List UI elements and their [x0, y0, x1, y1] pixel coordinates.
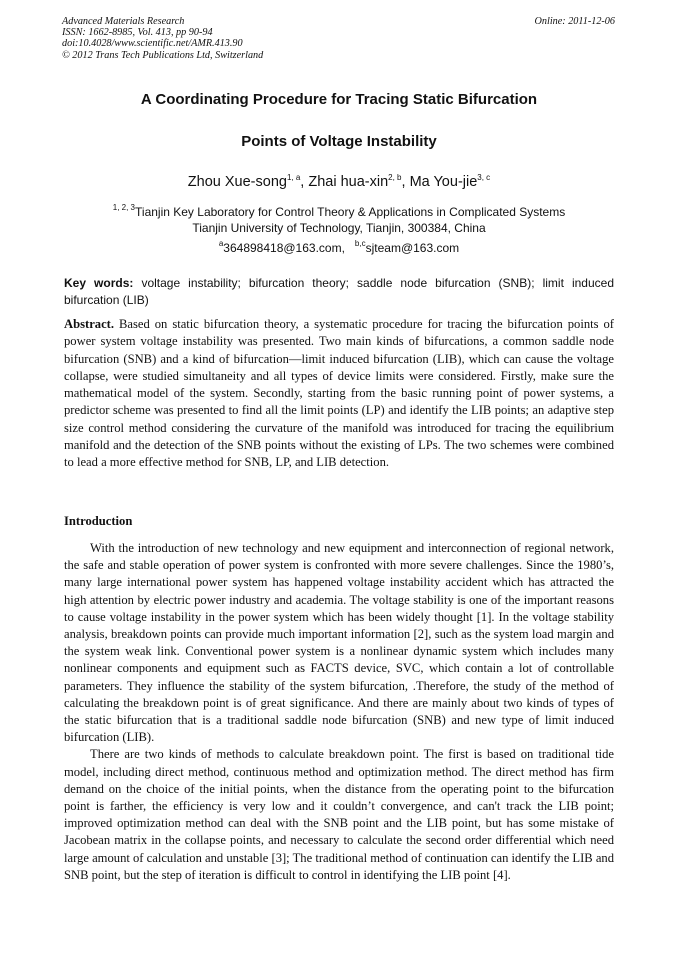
email-a: 364898418@163.com,: [223, 241, 345, 255]
author-sup: 2, b: [388, 173, 402, 182]
issn-line: ISSN: 1662-8985, Vol. 413, pp 90-94: [62, 27, 213, 39]
abstract-block: [64, 316, 614, 472]
introduction-body: [64, 540, 614, 884]
copyright-line: © 2012 Trans Tech Publications Ltd, Switzerland: [62, 49, 264, 61]
affiliation-line2: Tianjin University of Technology, Tianjin, 300384, China: [192, 221, 486, 235]
journal-name: Advanced Materials Research: [62, 16, 185, 27]
author-separator: ,: [401, 174, 410, 190]
affiliation-line1: [0, 203, 678, 219]
keywords-block: [64, 275, 614, 308]
author-sup: 1, a: [286, 173, 301, 182]
affiliation-sup: 1, 2, 3: [112, 203, 136, 212]
email-bc: sjteam@163.com: [365, 241, 460, 255]
author-name: Zhou Xue-song: [187, 174, 287, 190]
keywords-text: voltage instability; bifurcation theory; saddle node bifurcation (SNB); limit induced bifurcation (LIB): [64, 276, 614, 307]
author-list: [0, 173, 678, 190]
author-sup: 3, c: [477, 173, 491, 182]
author-name: Ma You-jie: [409, 174, 478, 190]
body-paragraph: With the introduction of new technology and new equipment and interconnection of regional network, the safe and stable operation of power system is confronted with more severe challenges. Since the 1980’s, many large international power system has happened voltage instability accident which has attracted the high attention by electric power industry and academia. The voltage stability is one of the important reasons to cause voltage instability in the power system which has been widely thought [1]. In the voltage stability analysis, breakdown points can provide much important information [2], such as the system load margin and the system weak link. Conventional power system is a nonlinear dynamic system which includes many nonlinear components and equipment such as FACTS device, SVC, which contain a lot of controllable parameters. They influence the stability of the system bifurcation, .Therefore, the study of the method of calculating the breakdown point is of great significance. And there are mainly about two kinds of types of the static bifurcation that is a traditional saddle node bifurcation (SNB) and new type of limit induced bifurcation (LIB).: [64, 541, 614, 745]
paper-title-line1: A Coordinating Procedure for Tracing Static Bifurcation: [140, 91, 538, 108]
abstract-text: Based on static bifurcation theory, a systematic procedure for tracing the bifurcation points of power system voltage instability was presented. Two main kinds of bifurcations, a common saddle node bifurcation (SNB) and a kind of bifurcation—limit induced bifurcation (LIB), which can cause the voltage collapse, were studied simultaneity and all types of device limits were considered. Firstly, make sure the mathematical model of the system. Secondly, starting from the basic running point of power systems, a predictor scheme was presented to find all the limit points (LP) and identify the LIB points; an adaptive step size control method considering the curvature of the manifold was introduced for tracing the equilibrium manifold and the detection of the SNB points without the existing of LPs. The two schemes were combined to lead a more effective method for SNB, LP, and LIB detection.: [64, 317, 615, 470]
affiliation-text: Tianjin Key Laboratory for Control Theory & Applications in Complicated Systems: [135, 205, 566, 219]
author-emails: [0, 239, 678, 255]
body-paragraph: There are two kinds of methods to calculate breakdown point. The first is based on traditional tide model, including direct method, continuous method and optimization method. The direct method has firm demand on the choice of the initial points, when the distance from the operating point to the bifurcation point is farther, the efficiency is very low and it couldn’t convergence, and can't track the LIB point; improved optimization method can deal with the SNB point and the LIB point, but has some mistake of Jacobean matrix in the collapse points, and necessary to calculate the second order differential which need large amount of calculation and unstable [3]; The traditional method of continuation can identify the LIB and SNB point, but the step of iteration is difficult to control in identifying the LIB point [4].: [64, 747, 614, 882]
abstract-label: Abstract.: [64, 317, 115, 331]
paper-title-line2: Points of Voltage Instability: [241, 133, 437, 150]
journal-header: [62, 16, 615, 61]
keywords-label: Key words:: [64, 276, 134, 290]
author-separator: ,: [300, 174, 309, 190]
online-date: Online: 2011-12-06: [534, 16, 615, 27]
email-sup: b,c: [354, 239, 366, 248]
email-sup: a: [218, 239, 224, 248]
author-name: Zhai hua-xin: [308, 174, 389, 190]
doi-line: doi:10.4028/www.scientific.net/AMR.413.90: [62, 38, 243, 50]
section-heading-introduction: Introduction: [64, 514, 133, 528]
